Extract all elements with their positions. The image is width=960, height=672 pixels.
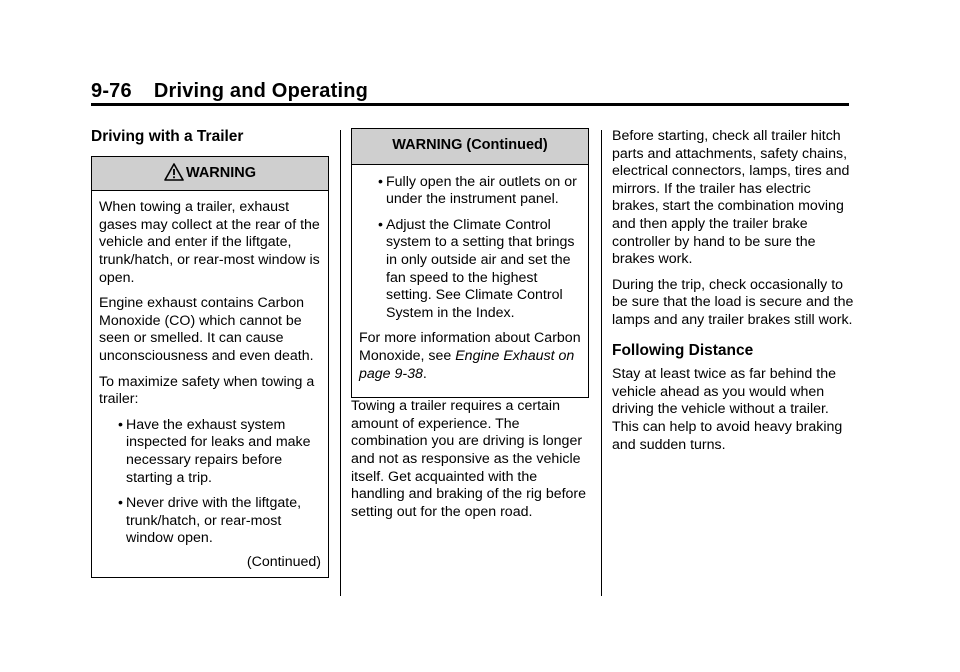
body-paragraph: Towing a trailer requires a certain amount of experience. The combination you are driving is longer and not as responsive as the vehicle itself. Get acquainted with the handling and braking of the rig before setting out for the open road. (351, 398, 587, 520)
warning-bullet: • Have the exhaust system inspected for leaks and make necessary repairs before starting a trip. (118, 416, 311, 486)
bullet-icon: • (118, 416, 123, 433)
body-paragraph: Before starting, check all trailer hitch parts and attachments, safety chains, electrical connectors, lamps, tires and mirrors. If the trailer has electric brakes, start the combination moving and then apply the trailer brake controller by hand to be sure the brakes work. (612, 128, 850, 268)
page-header (91, 80, 368, 103)
chapter-title: Driving and Operating (153, 80, 369, 102)
warning-paragraph: Engine exhaust contains Carbon Monoxide (CO) which cannot be seen or smelled. It can cause unconsciousness and even death. (99, 295, 314, 364)
warning-bullet: • Adjust the Climate Control system to a setting that brings in only outside air and set the fan speed to the highest setting. See Climate Control System in the Index. (378, 216, 575, 321)
section-title: Following Distance (612, 341, 754, 359)
header-rule (91, 103, 849, 106)
body-paragraph: During the trip, check occasionally to be sure that the load is secure and the lamps and any trailer brakes still work. (612, 276, 854, 328)
warning-paragraph: When towing a trailer, exhaust gases may collect at the rear of the vehicle and enter if the liftgate, trunk/hatch, or rear-most window is open. (99, 199, 320, 286)
warning-box (91, 156, 329, 579)
warning-bullet: • Fully open the air outlets on or under the instrument panel. (378, 173, 577, 208)
bullet-icon: • (378, 173, 383, 190)
warning-bullet: • Never drive with the liftgate, trunk/hatch, or rear-most window open. (118, 495, 302, 547)
column-divider (340, 130, 341, 596)
column-3 (612, 128, 854, 462)
section-title: Driving with a Trailer (91, 128, 244, 145)
column-divider (601, 130, 602, 596)
warning-header: WARNING (Continued) (352, 129, 588, 165)
bullet-icon: • (378, 216, 383, 233)
column-1 (91, 128, 329, 578)
bullet-icon: • (118, 495, 123, 512)
warning-header (92, 157, 328, 192)
warning-triangle-icon (164, 163, 184, 181)
engine-exhaust-link[interactable]: Engine Exhaust on page 9-38 (359, 347, 575, 382)
warning-box-continued (351, 128, 589, 398)
column-2 (351, 128, 589, 529)
continued-label: (Continued) (246, 553, 321, 570)
warning-body (352, 165, 588, 398)
warning-paragraph: To maximize safety when towing a trailer: (99, 373, 315, 408)
body-paragraph: Stay at least twice as far behind the vehicle ahead as you would when driving the vehicle without a trailer. This can help to avoid heavy braking and sudden turns. (612, 366, 843, 453)
warning-body (92, 191, 328, 577)
more-info-paragraph: For more information about Carbon Monoxide, see Engine Exhaust on page 9-38. (359, 330, 581, 382)
page-number: 9-76 (91, 80, 132, 102)
warning-title: WARNING (185, 164, 257, 181)
